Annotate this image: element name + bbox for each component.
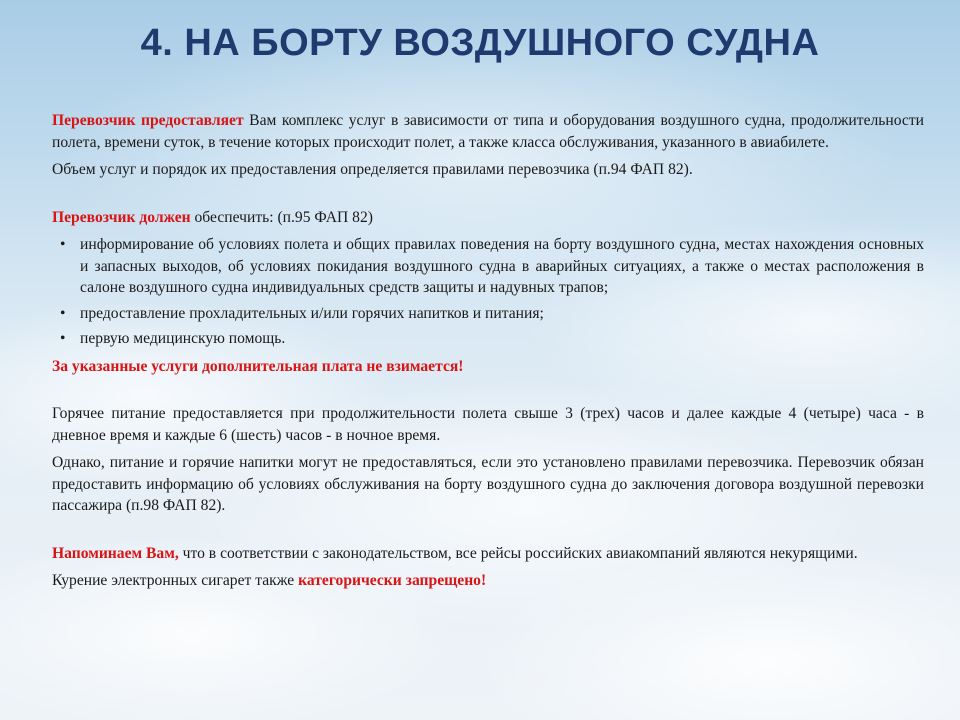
carrier-provides-text: Вам комплекс услуг в зависимости от типа и оборудования воздушного судна, продолжительности полета, времени суток, в течение которых происходит полет, а также класса обслуживания, указанного в авиабилете. <box>52 112 924 151</box>
list-item: • первую медицинскую помощь. <box>52 328 924 350</box>
list-item: • предоставление прохладительных и/или горячих напитков и питания; <box>52 303 924 325</box>
carrier-must-lead: Перевозчик должен <box>52 208 191 226</box>
carrier-must-text: обеспечить: (п.95 ФАП 82) <box>190 208 373 226</box>
e-cigarette-paragraph <box>52 570 924 592</box>
hot-meals-paragraph: Горячее питание предоставляется при продолжительности полета свыше 3 (трех) часов и далее каждые 4 (четыре) часа - в дневное время и каждые 6 (шесть) часов - в ночное время. <box>52 405 924 444</box>
no-smoking-paragraph <box>52 543 924 565</box>
carrier-provides-paragraph <box>52 110 924 153</box>
spacer <box>52 523 924 543</box>
meals-exception-paragraph: Однако, питание и горячие напитки могут не предоставляться, если это установлено правилами перевозчика. Перевозчик обязан предоставить информацию об условиях обслуживания на борту воздушного судна до заключения договора воздушной перевозки пассажира (п.98 ФАП 82). <box>52 454 924 514</box>
carrier-must-paragraph <box>52 207 924 229</box>
spacer <box>52 187 924 207</box>
carrier-provides-lead: Перевозчик предоставляет <box>52 112 244 129</box>
e-cigarette-text: Курение электронных сигарет также <box>52 572 299 589</box>
slide-content <box>52 110 924 598</box>
reminder-lead: Напоминаем Вам, <box>52 544 179 562</box>
page-title: 4. НА БОРТУ ВОЗДУШНОГО СУДНА <box>140 22 820 64</box>
free-services-note: За указанные услуги дополнительная плата не взимается! <box>52 357 464 375</box>
obligations-list <box>52 234 924 350</box>
no-smoking-text: что в соответствии с законодательством, все рейсы российских авиакомпаний являются некурящими. <box>178 544 858 562</box>
list-item: • информирование об условиях полета и общих правилах поведения на борту воздушного судна, местах нахождения основных и запасных выходов, об условиях покидания воздушного судна в аварийных ситуациях, а также о местах расположения в салоне воздушного судна индивидуальных средств защиты и надувных трапов; <box>52 234 924 299</box>
prohibited-emphasis: категорически запрещено! <box>298 572 487 589</box>
spacer <box>52 383 924 403</box>
services-scope-paragraph: Объем услуг и порядок их предоставления определяется правилами перевозчика (п.94 ФАП 82). <box>52 161 693 178</box>
